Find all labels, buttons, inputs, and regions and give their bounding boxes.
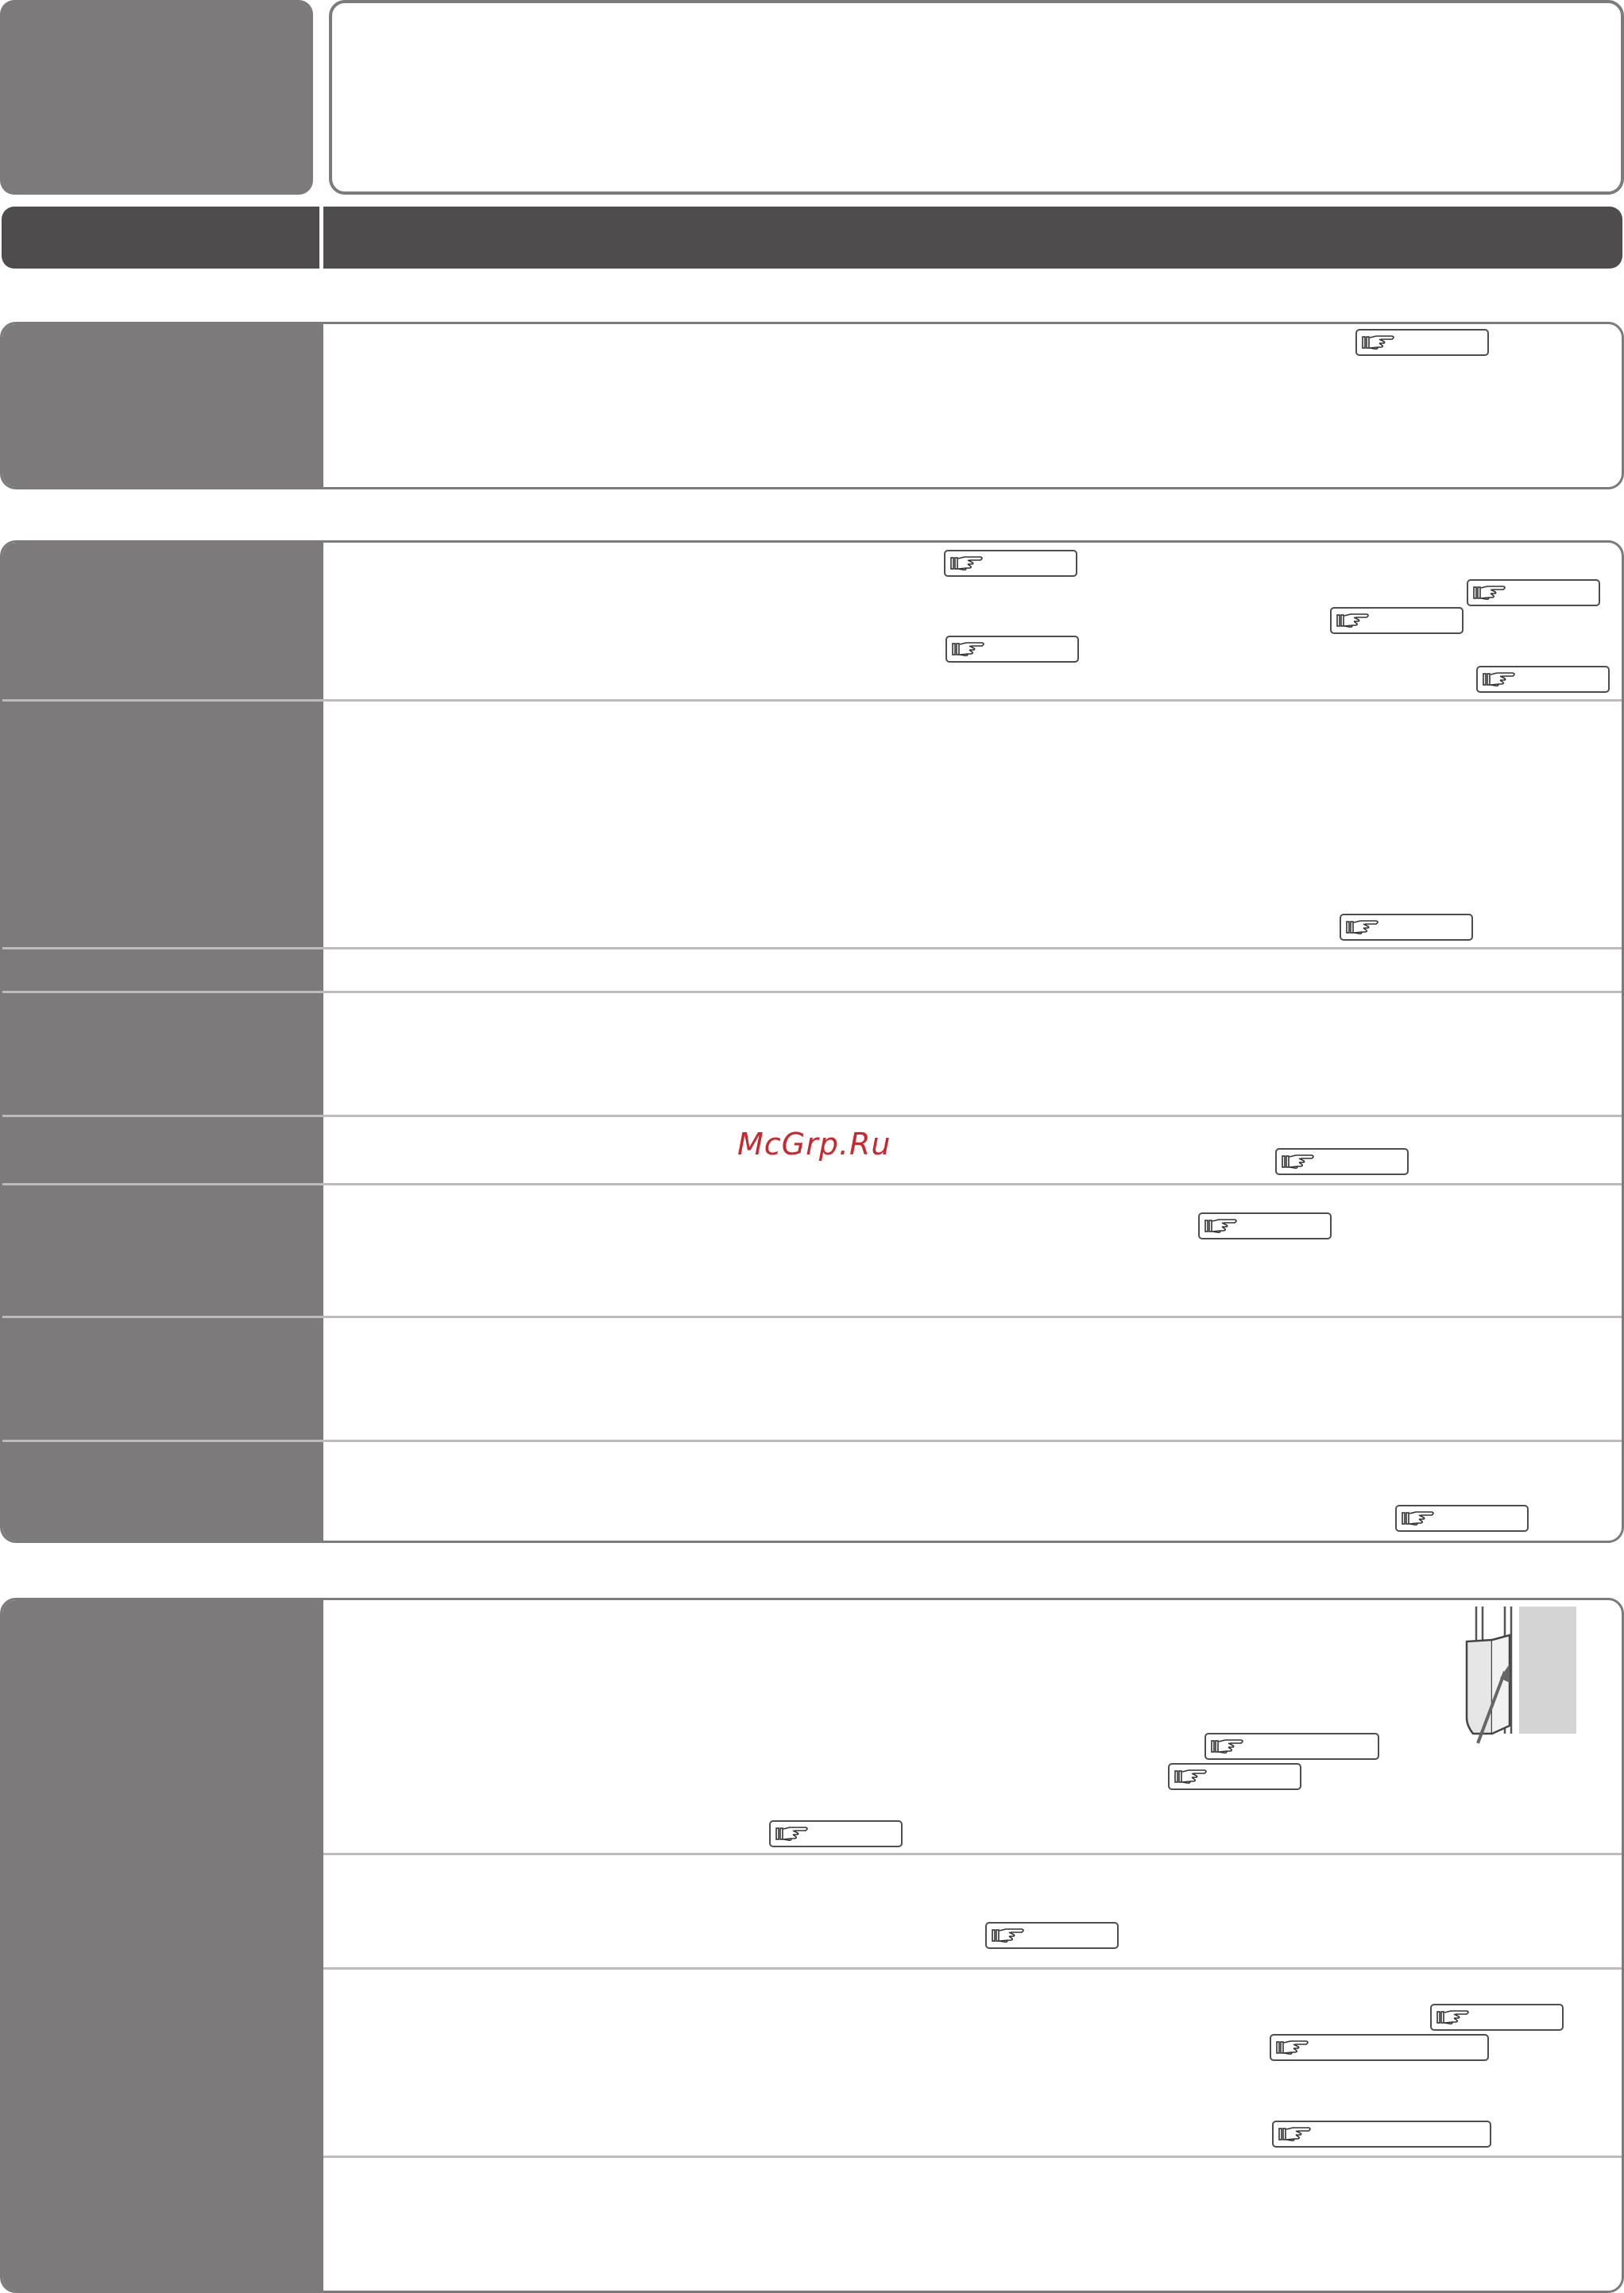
reference-box[interactable] [1395,1505,1529,1532]
row-divider [2,699,1624,702]
row-divider [2,1183,1624,1185]
pointing-hand-icon [1473,583,1510,602]
pointing-hand-icon [1174,1767,1211,1786]
row-divider [2,1316,1624,1318]
reference-box[interactable] [1340,914,1473,941]
pointing-hand-icon [1278,2125,1315,2144]
pointing-hand-icon [775,1824,812,1843]
header-divider [319,207,323,269]
pointing-hand-icon [1204,1216,1241,1235]
refrigerator-door-illustration [1465,1607,1576,1746]
reference-box[interactable] [945,636,1079,663]
pointing-hand-icon [1346,918,1382,937]
section-card-1 [0,322,1624,489]
pointing-hand-icon [1436,2008,1473,2027]
row-divider [2,1115,1624,1117]
reference-box[interactable] [1168,1763,1301,1790]
reference-box[interactable] [1270,2034,1489,2061]
reference-box[interactable] [1204,1733,1379,1760]
reference-box[interactable] [769,1820,903,1847]
title-frame [329,0,1624,195]
pointing-hand-icon [1483,670,1519,689]
reference-box[interactable] [1430,2004,1564,2031]
section-side-panel [2,543,323,1541]
row-divider [2,1440,1624,1442]
row-divider [323,2156,1624,2158]
reference-box[interactable] [1198,1212,1332,1239]
pointing-hand-icon [1336,611,1373,630]
pointing-hand-icon [1211,1737,1247,1756]
section-side-panel [2,324,323,487]
pointing-hand-icon [952,640,988,659]
reference-box[interactable] [1272,2121,1491,2148]
pointing-hand-icon [992,1926,1028,1945]
reference-box[interactable] [1330,607,1464,634]
header-bar [2,207,1622,269]
pointing-hand-icon [1362,333,1398,352]
reference-box[interactable] [985,1922,1119,1949]
pointing-hand-icon [1282,1152,1318,1171]
section-card-2 [0,540,1624,1543]
pointing-hand-icon [950,554,987,573]
row-divider [323,1967,1624,1970]
reference-box[interactable] [1476,666,1610,693]
reference-box[interactable] [1467,579,1600,606]
section-side-panel [2,1600,323,2291]
row-divider [323,1853,1624,1855]
pointing-hand-icon [1402,1509,1438,1528]
row-divider [2,991,1624,993]
reference-box[interactable] [1355,329,1489,356]
reference-box[interactable] [1275,1148,1409,1175]
reference-box[interactable] [944,550,1077,577]
section-card-3 [0,1598,1624,2293]
title-block [0,0,313,195]
pointing-hand-icon [1276,2038,1313,2057]
watermark-text: McGrp.Ru [737,1127,891,1162]
row-divider [2,947,1624,949]
